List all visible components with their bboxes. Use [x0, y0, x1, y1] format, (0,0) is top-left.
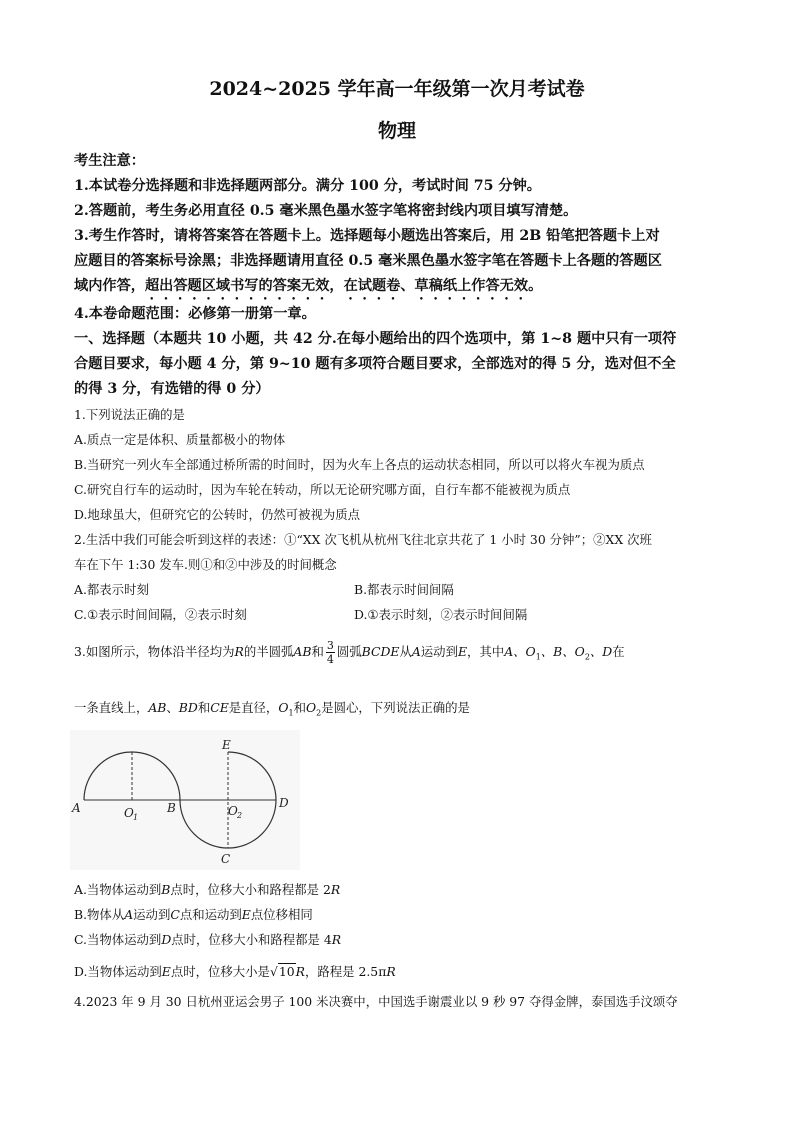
q3-option-b: B.物体从A运动到C点和运动到E点位移相同	[74, 907, 313, 922]
notice-item-1: 1.本试卷分选择题和非选择题两部分。满分 100 分，考试时间 75 分钟。	[74, 178, 541, 194]
sqrt-radicand: 10	[278, 964, 295, 979]
q4-stem: 4.2023 年 9 月 30 日杭州亚运会男子 100 米决赛中，中国选手谢震业以 9 秒 97 夺得金牌，泰国选手汶颂夺	[74, 994, 678, 1009]
q1-option-b: B.当研究一列火车全部通过桥所需的时间时，因为火车上各点的运动状态相同，所以可以将火车视为质点	[74, 457, 645, 472]
emphasis-invalid-draft: 在试题卷、草稿纸上作答无效	[343, 278, 529, 294]
q1-stem: 1.下列说法正确的是	[74, 407, 185, 422]
section1-line-3: 的得 3 分，有选错的得 0 分）	[74, 381, 270, 397]
notice-item-3-cont: 应题目的答案标号涂黑；非选择题请用直径 0.5 毫米黑色墨水签字笔在答题卡上各题的答题区	[74, 253, 662, 269]
exam-title: 2024~2025 学年高一年级第一次月考试卷	[209, 78, 585, 100]
label-d: D	[279, 796, 289, 810]
q2-option-a: A.都表示时刻	[74, 582, 149, 597]
exam-subject: 物理	[377, 120, 416, 142]
notice-item-3: 3.考生作答时，请将答案答在答题卡上。选择题每小题选出答案后，用 2B 铅笔把答题卡上对	[74, 228, 660, 244]
q2-option-b: B.都表示时间间隔	[354, 582, 454, 597]
section1-line-1: 一、选择题（本题共 10 小题，共 42 分.在每小题给出的四个选项中，第 1~8 题中只有一项符	[74, 331, 677, 347]
q3-option-c: C.当物体运动到D点时，位移大小和路程都是 4R	[74, 932, 342, 947]
q3-stem-line-1: 3.如图所示，物体沿半径均为R的半圆弧AB和 $\frac{3}{4}$ 圆弧BCDE从A运动到E，其中A、$O_1$、B、$O_2$、D在	[74, 639, 625, 666]
label-b: B	[167, 801, 176, 815]
q2-option-d: D.①表示时刻，②表示时间间隔	[354, 607, 528, 622]
q2-options-row-2	[74, 605, 734, 623]
q3-option-a: A.当物体运动到B点时，位移大小和路程都是 2R	[74, 882, 341, 897]
q3-stem-line-2: 一条直线上，AB、BD和CE是直径，$O_1$和$O_2$是圆心，下列说法正确的是	[74, 700, 470, 718]
section1-line-2: 合题目要求，每小题 4 分，第 9~10 题有多项符合题目要求，全部选对的得 5 分，选对但不全	[74, 356, 676, 372]
notice-item-3-end: 域内作答，超出答题区域书写的答案无效，在试题卷、草稿纸上作答无效。	[74, 278, 543, 294]
label-o2-sub: 2	[237, 811, 243, 820]
label-o1: O	[124, 806, 134, 820]
q2-options-row-1	[74, 580, 734, 598]
sqrt-symbol: √	[269, 964, 278, 979]
notice-heading: 考生注意：	[74, 153, 145, 169]
three-quarters-fraction: $\frac{3}{4}$	[326, 639, 334, 666]
emphasis-invalid-area: 超出答题区域书写的答案无效	[144, 278, 330, 294]
label-o2: O	[228, 804, 238, 818]
q2-option-c: C.①表示时间间隔，②表示时刻	[74, 607, 247, 622]
notice-item-2: 2.答题前，考生务必用直径 0.5 毫米黑色墨水签字笔将密封线内项目填写清楚。	[74, 203, 578, 219]
notice-item-4: 4.本卷命题范围：必修第一册第一章。	[74, 306, 316, 322]
q1-option-d: D.地球虽大，但研究它的公转时，仍然可被视为质点	[74, 507, 361, 522]
q1-option-a: A.质点一定是体积、质量都极小的物体	[74, 432, 286, 447]
label-c: C	[221, 852, 231, 866]
q2-stem-line-1: 2.生活中我们可能会听到这样的表述：①“XX 次飞机从杭州飞往北京共花了 1 小时 30 分钟”；②XX 次班	[74, 532, 652, 547]
label-e: E	[222, 738, 231, 752]
label-o1-sub: 1	[133, 813, 139, 822]
q3-option-d: D.当物体运动到E点时，位移大小是√10R，路程是 2.5πR	[74, 964, 396, 979]
q1-option-c: C.研究自行车的运动时，因为车轮在转动，所以无论研究哪方面，自行车都不能被视为质点	[74, 482, 571, 497]
label-a: A	[72, 801, 81, 815]
q3-arc-figure	[70, 730, 300, 870]
q2-stem-line-2: 车在下午 1:30 发车.则①和②中涉及的时间概念	[74, 557, 337, 572]
